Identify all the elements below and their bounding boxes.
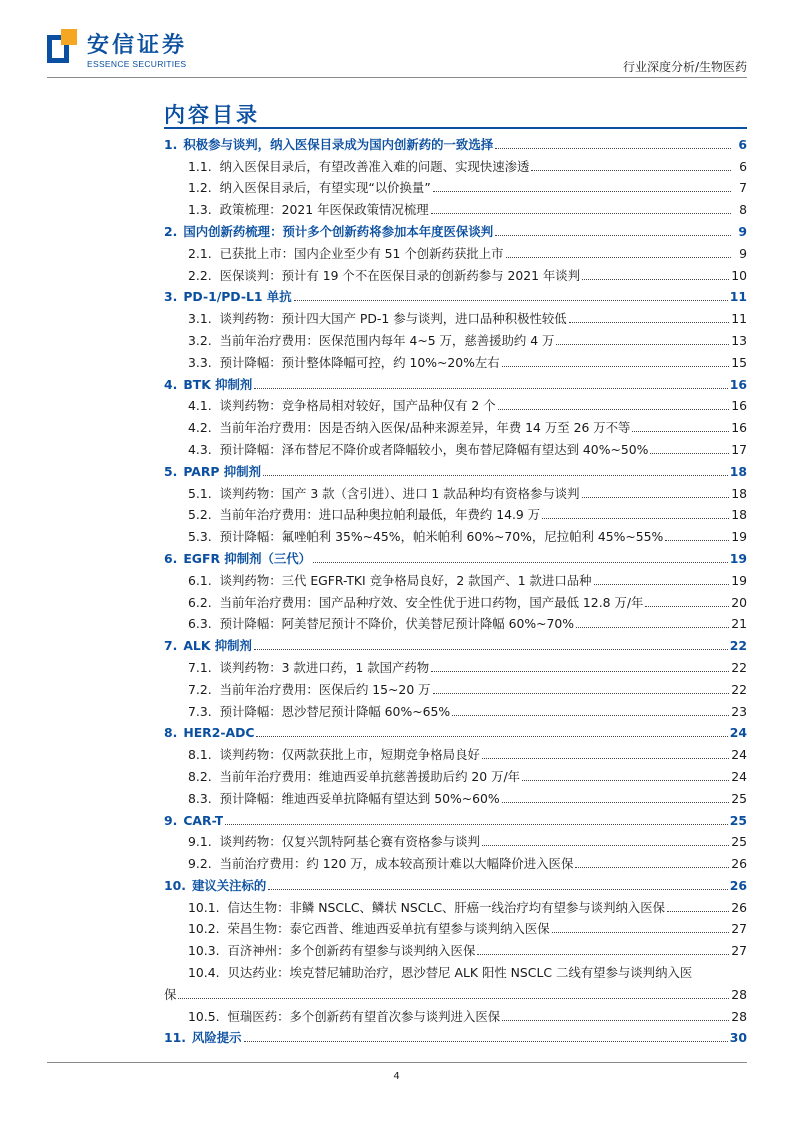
toc-entry-number: 8.1.: [188, 747, 212, 763]
toc-entry-page: 18: [731, 507, 747, 523]
toc-entry-page: 27: [731, 943, 747, 959]
toc-subsection-link[interactable]: [164, 174, 747, 196]
toc-subsection-link[interactable]: [164, 849, 747, 871]
toc-subsection-link[interactable]: [164, 958, 747, 980]
toc-entry-title-continuation: 保: [164, 987, 177, 1002]
toc-entry-number: 2.2.: [188, 267, 212, 283]
toc-entry-title: 当前年治疗费用：医保范围内每年 4~5 万，慈善援助约 4 万: [219, 333, 555, 348]
toc-leader-dots: [482, 758, 729, 759]
toc-leader-dots: [254, 388, 727, 389]
toc-leader-dots: [522, 780, 729, 781]
toc-leader-dots: [433, 693, 730, 694]
toc-subsection-link[interactable]: [164, 522, 747, 544]
toc-entry-number: 6.3.: [188, 616, 212, 632]
toc-entry-page: 10: [731, 267, 747, 283]
toc-entry-title: 预计降幅：预计整体降幅可控，约 10%~20%左右: [219, 355, 500, 370]
page-number: 4: [393, 1071, 400, 1082]
toc-subsection-link[interactable]: [164, 326, 747, 348]
toc-entry-number: 7.3.: [188, 703, 212, 719]
toc-entry-page: 19: [729, 550, 747, 566]
toc-subsection-link[interactable]: [164, 348, 747, 370]
toc-entry-page: 26: [731, 856, 747, 872]
toc-entry-number: 1.2.: [188, 180, 212, 196]
toc-section-link[interactable]: [164, 544, 747, 566]
toc-entry-page: 24: [731, 747, 747, 763]
toc-leader-dots: [667, 911, 729, 912]
toc-entry-number: 9.1.: [188, 834, 212, 850]
toc-entry-title: 谈判药物：竞争格局相对较好，国产品种仅有 2 个: [219, 399, 496, 414]
toc-entry-title: 当前年治疗费用：进口品种奥拉帕利最低，年费约 14.9 万: [219, 508, 541, 523]
toc-leader-dots: [433, 191, 731, 192]
toc-entry-page: 11: [729, 289, 747, 305]
toc-entry-page: 24: [729, 725, 747, 741]
toc-leader-dots: [495, 235, 731, 236]
toc-section-link[interactable]: [164, 806, 747, 828]
toc-entry-page: 28: [731, 1008, 747, 1024]
toc-entry-title: 谈判药物：仅复兴凯特阿基仑赛有资格参与谈判: [219, 835, 480, 850]
toc-leader-dots: [431, 671, 729, 672]
toc-subsection-link[interactable]: [164, 392, 747, 414]
toc-subsection-link[interactable]: [164, 195, 747, 217]
toc-entry-page: 26: [729, 877, 747, 893]
toc-leader-dots: [506, 257, 731, 258]
toc-entry-page: 28: [731, 986, 747, 1002]
toc-leader-dots: [650, 453, 729, 454]
toc-subsection-link[interactable]: [164, 697, 747, 719]
toc-entry-title: 纳入医保目录后，有望改善准入难的问题、实现快速渗透: [219, 159, 530, 174]
toc-entry-page: 18: [729, 463, 747, 479]
toc-entry-page: 19: [731, 572, 747, 588]
toc-leader-dots: [244, 1041, 728, 1042]
toc-leader-dots: [482, 845, 729, 846]
toc-entry-page: 6: [739, 158, 747, 174]
toc-entry-title: 当前年治疗费用：维迪西妥单抗慈善援助后约 20 万/年: [219, 769, 521, 784]
toc-leader-dots: [582, 279, 729, 280]
toc-entry-title: 预计降幅：恩沙替尼预计降幅 60%~65%: [219, 704, 451, 719]
toc-entry-title: 纳入医保目录后，有望实现“以价换量”: [219, 181, 431, 196]
toc-entry-title: 谈判药物：预计四大国产 PD-1 参与谈判，进口品种积极性较低: [219, 312, 567, 327]
toc-entry-number: 9.2.: [188, 856, 212, 872]
toc-leader-dots: [178, 998, 729, 999]
toc-entry-page: 16: [729, 376, 747, 392]
toc-leader-dots: [582, 497, 730, 498]
toc-entry-title: 当前年治疗费用：国产品种疗效、安全性优于进口药物，国产最低 12.8 万/年: [219, 595, 644, 610]
toc-entry-title: 谈判药物：国产 3 款（含引进）、进口 1 款品种均有资格参与谈判: [219, 486, 580, 501]
toc-subsection-link[interactable]: [164, 304, 747, 326]
toc-leader-dots: [254, 649, 728, 650]
toc-leader-dots: [576, 627, 729, 628]
toc-section-link[interactable]: [164, 719, 747, 741]
brand-name-cn: 安信证券: [87, 33, 188, 58]
toc-entry-title: 当前年治疗费用：因是否纳入医保/品种来源差异，年费 14 万至 26 万不等: [219, 421, 631, 436]
toc-entry-continuation[interactable]: [164, 980, 747, 1002]
toc-entry-number: 1.3.: [188, 202, 212, 218]
toc-leader-dots: [225, 824, 727, 825]
toc-leader-dots: [431, 213, 731, 214]
toc-entry-number: 10.2.: [188, 921, 220, 937]
toc-entry-page: 22: [729, 638, 747, 654]
toc-subsection-link[interactable]: [164, 762, 747, 784]
toc-entry-page: 9: [738, 223, 747, 239]
toc-entry-number: 3.2.: [188, 332, 212, 348]
toc-entry-number: 6.1.: [188, 572, 212, 588]
toc-leader-dots: [263, 475, 728, 476]
toc-subsection-link[interactable]: [164, 152, 747, 174]
toc-entry-page: 7: [739, 180, 747, 196]
toc-leader-dots: [575, 867, 729, 868]
toc-entry-title: 当前年治疗费用：医保后约 15~20 万: [219, 682, 431, 697]
toc-leader-dots: [452, 715, 729, 716]
header-divider: [47, 77, 747, 78]
toc-entry-page: 22: [731, 659, 747, 675]
toc-leader-dots: [531, 170, 731, 171]
toc-entry-page: 6: [738, 136, 747, 152]
toc-entry-title: 荣昌生物：泰它西普、维迪西妥单抗有望参与谈判纳入医保: [227, 922, 550, 937]
toc-entry-title: 预计降幅：氟唑帕利 35%~45%，帕米帕利 60%~70%，尼拉帕利 45%~55%: [219, 530, 664, 545]
toc-entry-title: 贝达药业：埃克替尼辅助治疗，恩沙替尼 ALK 阳性 NSCLC 二线有望参与谈判纳入医: [227, 966, 693, 981]
toc-entry-title: 预计降幅：维迪西妥单抗降幅有望达到 50%~60%: [219, 791, 500, 806]
toc-entry-title: 建议关注标的: [191, 878, 267, 893]
toc-entry-title: 信达生物：非鳞 NSCLC、鳞状 NSCLC、肝癌一线治疗均有望参与谈判纳入医保: [227, 900, 666, 915]
toc-entry-page: 13: [731, 332, 747, 348]
toc-entry-number: 1.1.: [188, 158, 212, 174]
toc-entry-number: 5.2.: [188, 507, 212, 523]
toc-entry-page: 22: [731, 681, 747, 697]
toc-subsection-link[interactable]: [164, 588, 747, 610]
toc-leader-dots: [268, 889, 727, 890]
toc-entry-number: 5.3.: [188, 529, 212, 545]
toc-entry-number: 6.2.: [188, 594, 212, 610]
toc-entry-page: 25: [729, 812, 747, 828]
toc-leader-dots: [256, 736, 727, 737]
toc-leader-dots: [594, 584, 730, 585]
toc-subsection-link[interactable]: [164, 479, 747, 501]
toc-entry-title: 恒瑞医药：多个创新药有望首次参与谈判进入医保: [227, 1009, 501, 1024]
toc-entry-title: 积极参与谈判，纳入医保目录成为国内创新药的一致选择: [183, 137, 494, 152]
toc-entry-number: 3.1.: [188, 311, 212, 327]
toc-section-link[interactable]: [164, 370, 747, 392]
toc-entry-title: 当前治疗费用：约 120 万，成本较高预计难以大幅降价进入医保: [219, 857, 574, 872]
toc-entry-number: 7.2.: [188, 681, 212, 697]
toc-section-link[interactable]: [164, 283, 747, 305]
toc-leader-dots: [498, 409, 730, 410]
table-of-contents: [164, 130, 747, 1045]
toc-leader-dots: [632, 431, 729, 432]
toc-entry-title: CAR-T: [183, 813, 224, 828]
toc-subsection-link[interactable]: [164, 239, 747, 261]
toc-subsection-link[interactable]: [164, 261, 747, 283]
toc-entry-page: 16: [731, 420, 747, 436]
toc-entry-title: PARP 抑制剂: [183, 464, 261, 479]
toc-leader-dots: [502, 802, 730, 803]
toc-entry-number: 4.3.: [188, 441, 212, 457]
toc-entry-title: BTK 抑制剂: [183, 377, 253, 392]
toc-section-link[interactable]: [164, 457, 747, 479]
toc-entry-number: 6.: [164, 550, 178, 566]
toc-leader-dots: [502, 1020, 729, 1021]
toc-leader-dots: [502, 366, 730, 367]
toc-subsection-link[interactable]: [164, 740, 747, 762]
toc-entry-number: 8.3.: [188, 790, 212, 806]
toc-entry-page: 9: [739, 245, 747, 261]
logo-mark-icon: [47, 29, 77, 65]
toc-subsection-link[interactable]: [164, 566, 747, 588]
toc-section-link[interactable]: [164, 130, 747, 152]
toc-entry-title: ALK 抑制剂: [183, 639, 252, 654]
toc-entry-page: 18: [731, 485, 747, 501]
toc-entry-number: 8.: [164, 725, 178, 741]
toc-leader-dots: [556, 344, 729, 345]
toc-subsection-link[interactable]: [164, 784, 747, 806]
toc-entry-page: 23: [731, 703, 747, 719]
toc-entry-number: 10.4.: [188, 965, 220, 981]
toc-entry-number: 10.: [164, 877, 186, 893]
toc-entry-title: 谈判药物：仅两款获批上市，短期竞争格局良好: [219, 748, 480, 763]
toc-entry-page: 25: [731, 790, 747, 806]
toc-subsection-link[interactable]: [164, 828, 747, 850]
toc-entry-title: 已获批上市：国内企业至少有 51 个创新药获批上市: [219, 246, 504, 261]
toc-entry-title: PD-1/PD-L1 单抗: [183, 290, 292, 305]
toc-subsection-link[interactable]: [164, 413, 747, 435]
toc-entry-page: 30: [729, 1030, 747, 1046]
toc-section-link[interactable]: [164, 871, 747, 893]
toc-entry-title: EGFR 抑制剂（三代）: [183, 551, 312, 566]
toc-entry-number: 4.2.: [188, 420, 212, 436]
toc-entry-title: 预计降幅：阿美替尼预计不降价，伏美替尼预计降幅 60%~70%: [219, 617, 575, 632]
toc-leader-dots: [665, 540, 729, 541]
toc-leader-dots: [294, 300, 728, 301]
toc-subsection-link[interactable]: [164, 435, 747, 457]
toc-subsection-link[interactable]: [164, 893, 747, 915]
toc-entry-page: 20: [731, 594, 747, 610]
report-type: 行业深度分析/生物医药: [622, 60, 747, 74]
toc-entry-page: 27: [731, 921, 747, 937]
toc-entry-title: 政策梳理：2021 年医保政策情况梳理: [219, 203, 429, 218]
toc-entry-page: 17: [731, 441, 747, 457]
footer-divider: [47, 1062, 747, 1063]
toc-entry-number: 5.1.: [188, 485, 212, 501]
toc-entry-number: 3.3.: [188, 354, 212, 370]
toc-entry-number: 3.: [164, 289, 178, 305]
toc-subsection-link[interactable]: [164, 653, 747, 675]
brand-logo: [47, 27, 197, 75]
toc-entry-number: 8.2.: [188, 768, 212, 784]
toc-entry-number: 10.3.: [188, 943, 220, 959]
toc-entry-title: 国内创新药梳理：预计多个创新药将参加本年度医保谈判: [183, 224, 494, 239]
toc-entry-page: 26: [731, 899, 747, 915]
toc-entry-number: 7.: [164, 638, 178, 654]
toc-section-link[interactable]: [164, 1024, 747, 1046]
toc-subsection-link[interactable]: [164, 610, 747, 632]
toc-leader-dots: [477, 954, 729, 955]
toc-entry-title: 预计降幅：泽布替尼不降价或者降幅较小，奥布替尼降幅有望达到 40%~50%: [219, 442, 649, 457]
toc-leader-dots: [552, 932, 730, 933]
toc-title-divider: [164, 127, 747, 129]
toc-subsection-link[interactable]: [164, 501, 747, 523]
toc-section-link[interactable]: [164, 217, 747, 239]
toc-entry-number: 4.1.: [188, 398, 212, 414]
toc-entry-number: 9.: [164, 812, 178, 828]
toc-entry-page: 16: [731, 398, 747, 414]
toc-section-link[interactable]: [164, 631, 747, 653]
toc-entry-number: 5.: [164, 463, 178, 479]
toc-leader-dots: [542, 518, 729, 519]
toc-entry-number: 2.1.: [188, 245, 212, 261]
toc-entry-page: 11: [731, 311, 747, 327]
toc-subsection-link[interactable]: [164, 936, 747, 958]
toc-entry-page: 25: [731, 834, 747, 850]
toc-entry-title: 百济神州：多个创新药有望参与谈判纳入医保: [227, 944, 476, 959]
toc-subsection-link[interactable]: [164, 915, 747, 937]
toc-entry-page: 21: [731, 616, 747, 632]
toc-subsection-link[interactable]: [164, 1002, 747, 1024]
toc-entry-page: 15: [731, 354, 747, 370]
toc-entry-page: 19: [731, 529, 747, 545]
toc-entry-title: 谈判药物：3 款进口药，1 款国产药物: [219, 660, 430, 675]
toc-entry-number: 10.5.: [188, 1008, 220, 1024]
brand-name-en: ESSENCE SECURITIES: [87, 59, 187, 69]
toc-entry-title: 谈判药物：三代 EGFR-TKI 竞争格局良好，2 款国产、1 款进口品种: [219, 573, 592, 588]
toc-entry-title: HER2-ADC: [183, 726, 255, 741]
toc-entry-number: 11.: [164, 1030, 186, 1046]
toc-entry-title: 医保谈判：预计有 19 个不在医保目录的创新药参与 2021 年谈判: [219, 268, 581, 283]
toc-title: 内容目录: [164, 103, 260, 127]
toc-entry-number: 10.1.: [188, 899, 220, 915]
toc-leader-dots: [495, 148, 731, 149]
toc-leader-dots: [313, 562, 728, 563]
toc-entry-number: 7.1.: [188, 659, 212, 675]
toc-leader-dots: [569, 322, 730, 323]
toc-leader-dots: [645, 606, 729, 607]
toc-entry-page: 8: [739, 202, 747, 218]
toc-subsection-link[interactable]: [164, 675, 747, 697]
toc-entry-number: 1.: [164, 136, 178, 152]
toc-entry-number: 2.: [164, 223, 178, 239]
toc-entry-page: 24: [731, 768, 747, 784]
page-header: [0, 0, 793, 80]
toc-entry-title: 风险提示: [191, 1031, 242, 1046]
toc-entry-number: 4.: [164, 376, 178, 392]
